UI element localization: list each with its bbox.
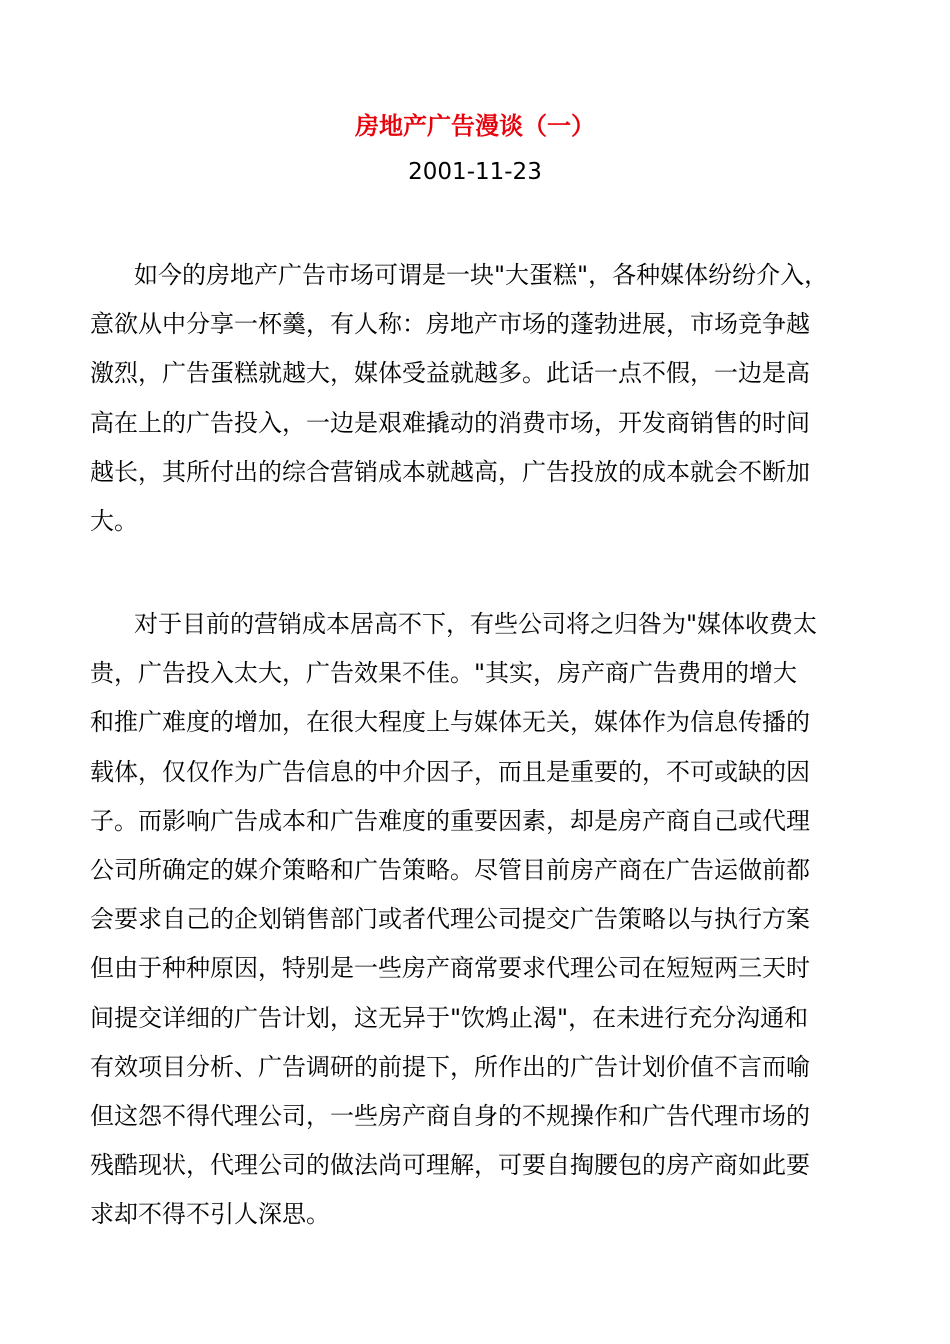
paragraph-line: 载体，仅仅作为广告信息的中介因子，而且是重要的，不可或缺的因 bbox=[90, 757, 810, 786]
paragraph-line: 高在上的广告投入，一边是艰难撬动的消费市场，开发商销售的时间 bbox=[90, 408, 810, 437]
paragraph-line: 有效项目分析、广告调研的前提下，所作出的广告计划价值不言而喻 bbox=[90, 1052, 810, 1081]
paragraph-line: 间提交详细的广告计划，这无异于"饮鸩止渴"，在未进行充分沟通和 bbox=[90, 1003, 809, 1032]
paragraph-line: 和推广难度的增加，在很大程度上与媒体无关，媒体作为信息传播的 bbox=[90, 708, 810, 737]
paragraph-line: 会要求自己的企划销售部门或者代理公司提交广告策略以与执行方案 bbox=[90, 905, 810, 934]
paragraph-line: 但由于种种原因，特别是一些房产商常要求代理公司在短短两三天时 bbox=[90, 954, 810, 983]
paragraph-line: 子。而影响广告成本和广告难度的重要因素，却是房产商自己或代理 bbox=[90, 806, 810, 835]
paragraph-line: 公司所确定的媒介策略和广告策略。尽管目前房产商在广告运做前都 bbox=[90, 855, 810, 884]
paragraph-line: 求却不得不引人深思。 bbox=[90, 1200, 330, 1229]
paragraph-line: 残酷现状，代理公司的做法尚可理解，可要自掏腰包的房产商如此要 bbox=[90, 1151, 810, 1180]
paragraph-line: 大。 bbox=[90, 506, 138, 535]
paragraph-2 bbox=[90, 600, 865, 1239]
paragraph-line: 但这怨不得代理公司，一些房产商自身的不规操作和广告代理市场的 bbox=[90, 1101, 810, 1130]
document-title: 房地产广告漫谈（一） bbox=[355, 112, 595, 140]
paragraph-line: 对于目前的营销成本居高不下，有些公司将之归咎为"媒体收费太 bbox=[134, 610, 818, 638]
paragraph-line: 如今的房地产广告市场可谓是一块"大蛋糕"，各种媒体纷纷介入， bbox=[134, 261, 829, 289]
paragraph-line: 贵，广告投入太大，广告效果不佳。"其实，房产商广告费用的增大 bbox=[90, 659, 798, 688]
paragraph-1 bbox=[90, 251, 865, 546]
paragraph-line: 越长，其所付出的综合营销成本就越高，广告投放的成本就会不断加 bbox=[90, 457, 810, 486]
document-date: 2001-11-23 bbox=[408, 159, 542, 185]
paragraph-line: 激烈，广告蛋糕就越大，媒体受益就越多。此话一点不假，一边是高 bbox=[90, 359, 810, 388]
paragraph-line: 意欲从中分享一杯羹，有人称：房地产市场的蓬勃进展，市场竞争越 bbox=[90, 310, 810, 339]
